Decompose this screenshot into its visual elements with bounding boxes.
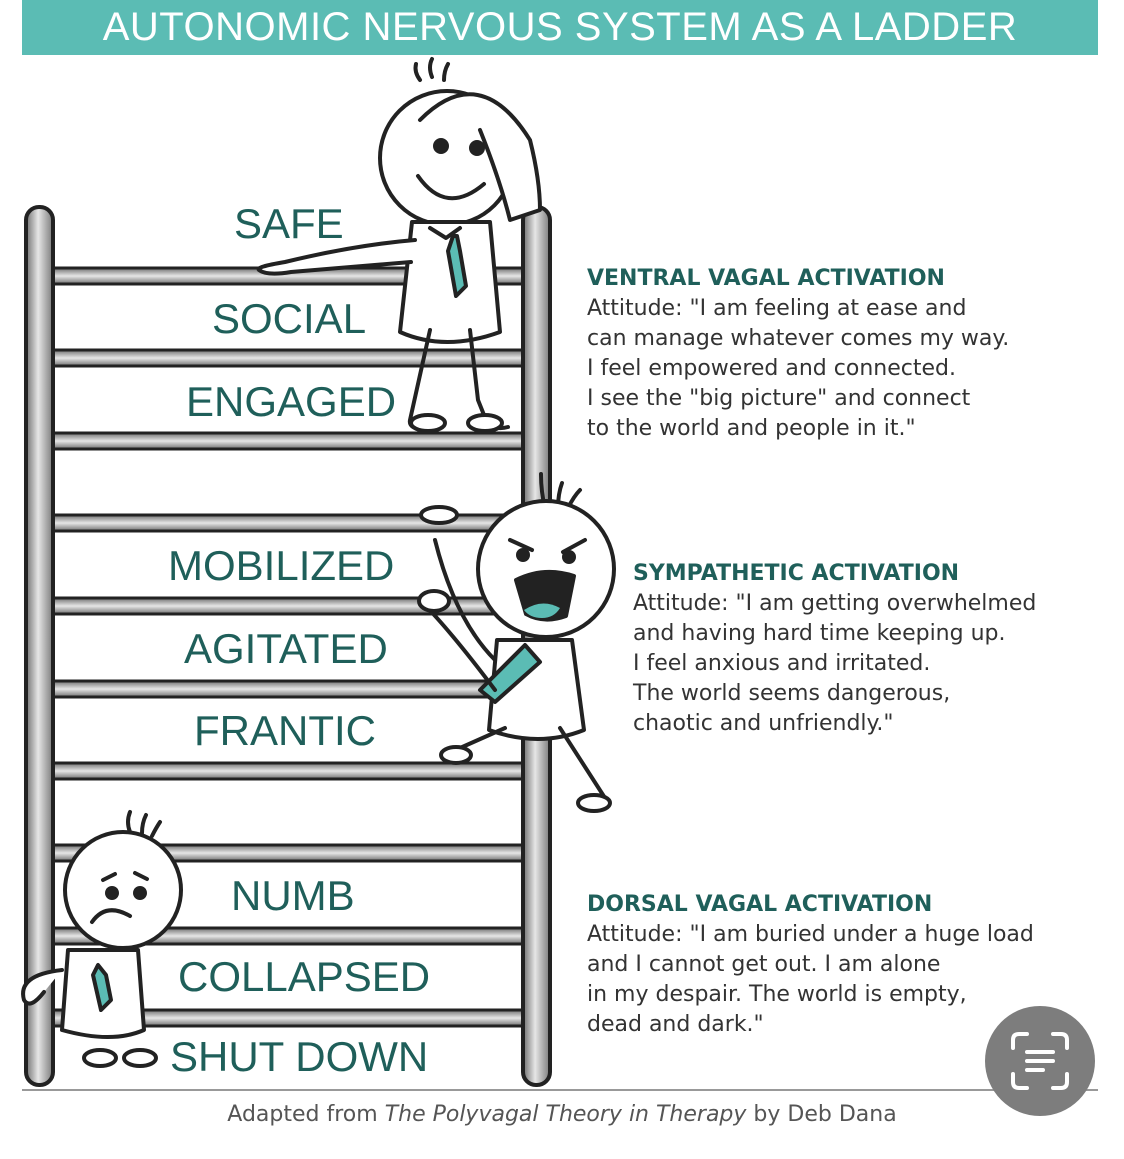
ladder-rung [52, 433, 526, 449]
ventral-line: can manage whatever comes my way. [587, 326, 1010, 351]
label-agitated: AGITATED [184, 625, 388, 672]
source-credit [0, 1102, 1124, 1127]
ladder-rung [52, 681, 526, 697]
ventral-heading: VENTRAL VAGAL ACTIVATION [587, 266, 945, 291]
dorsal-line: and I cannot get out. I am alone [587, 952, 941, 977]
sympathetic-line: I feel anxious and irritated. [633, 651, 931, 676]
sympathetic-heading: SYMPATHETIC ACTIVATION [633, 561, 960, 586]
label-social: SOCIAL [212, 295, 367, 342]
dorsal-vagal-block [587, 890, 1034, 1040]
label-collapsed: COLLAPSED [178, 953, 431, 1000]
ventral-line: to the world and people in it." [587, 416, 916, 441]
label-shut-down: SHUT DOWN [170, 1033, 429, 1080]
footer-divider [22, 1089, 1098, 1091]
label-engaged: ENGAGED [186, 378, 397, 425]
dorsal-heading: DORSAL VAGAL ACTIVATION [587, 892, 933, 917]
text-scan-button[interactable] [985, 1006, 1095, 1116]
ventral-line: I feel empowered and connected. [587, 356, 956, 381]
text-scan-icon [1009, 1030, 1071, 1092]
dorsal-line: dead and dark." [587, 1012, 764, 1037]
page-title: AUTONOMIC NERVOUS SYSTEM AS A LADDER [102, 5, 1018, 49]
label-safe: SAFE [234, 200, 344, 247]
credit-book-title: The Polyvagal Theory in Therapy [384, 1102, 747, 1127]
dorsal-line: Attitude: "I am buried under a huge load [587, 922, 1034, 947]
ladder-rail-left [26, 207, 53, 1085]
credit-suffix: by Deb Dana [746, 1102, 897, 1127]
ventral-line: Attitude: "I am feeling at ease and [587, 296, 967, 321]
ladder-rung [52, 350, 526, 366]
credit-prefix: Adapted from [227, 1102, 385, 1127]
label-mobilized: MOBILIZED [168, 542, 395, 589]
label-frantic: FRANTIC [194, 707, 376, 754]
sympathetic-line: and having hard time keeping up. [633, 621, 1006, 646]
sympathetic-line: The world seems dangerous, [633, 681, 951, 706]
label-numb: NUMB [231, 872, 355, 919]
sympathetic-line: Attitude: "I am getting overwhelmed [633, 591, 1037, 616]
dorsal-line: in my despair. The world is empty, [587, 982, 967, 1007]
ladder-rung [52, 763, 526, 779]
ventral-line: I see the "big picture" and connect [587, 386, 971, 411]
ventral-vagal-block [587, 264, 1009, 444]
sympathetic-line: chaotic and unfriendly." [633, 711, 894, 736]
sympathetic-block [633, 559, 1036, 739]
